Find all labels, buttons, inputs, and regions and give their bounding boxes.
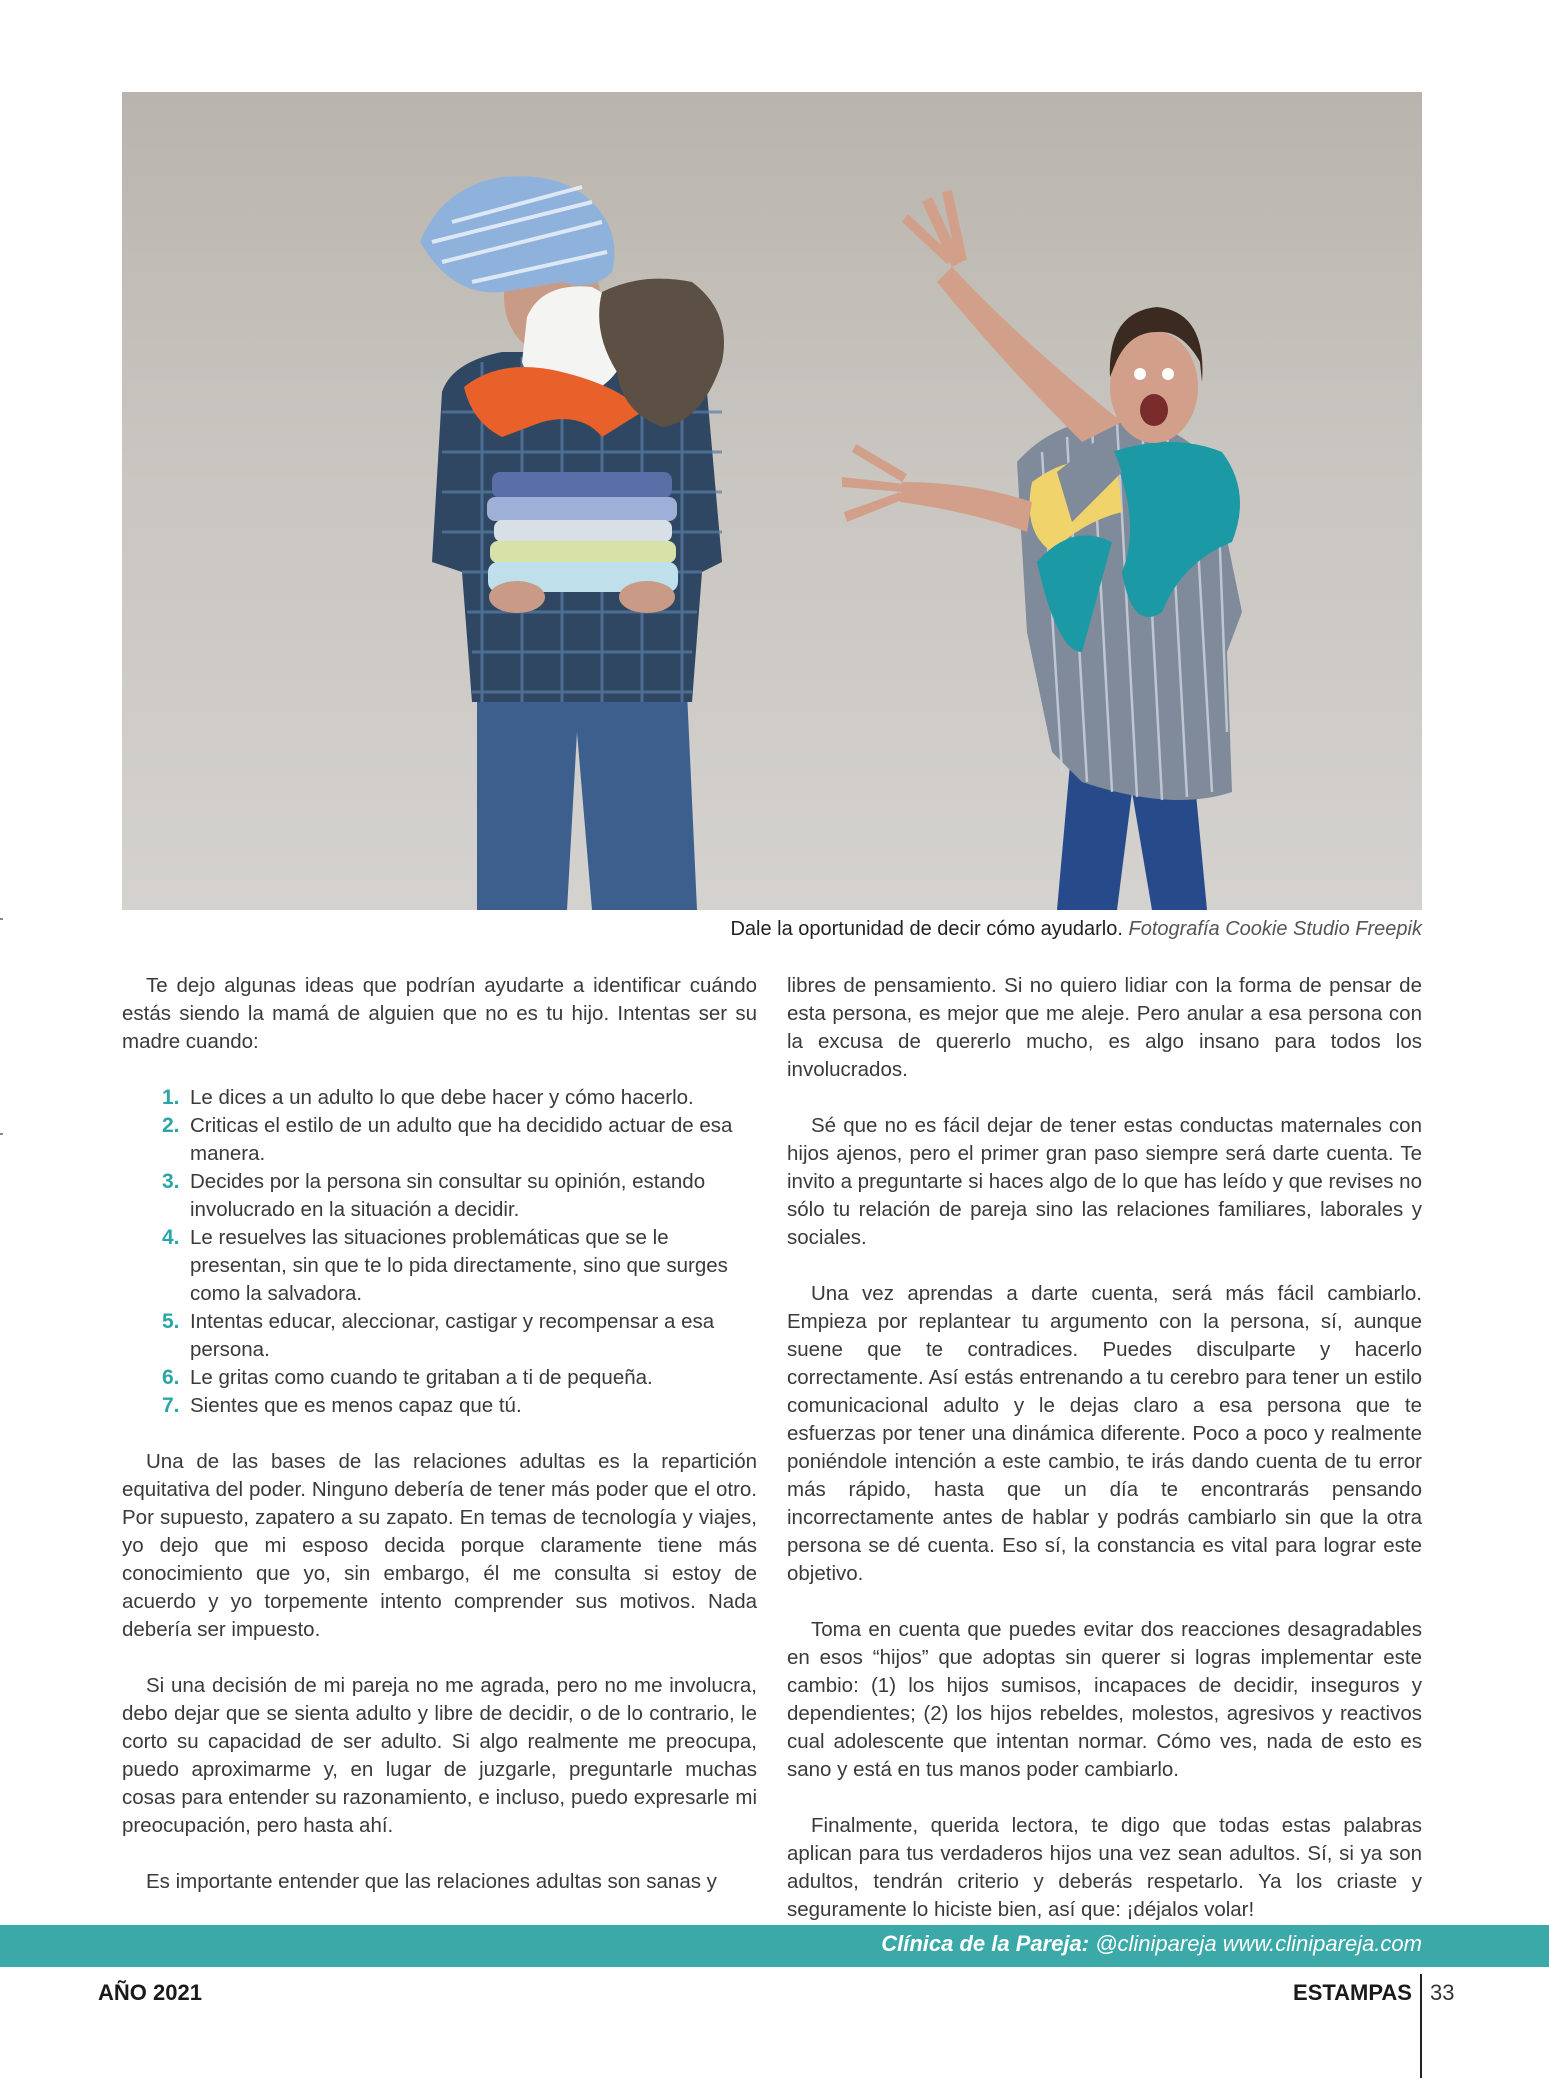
list-item <box>160 1084 757 1112</box>
list-item <box>160 1224 757 1308</box>
list-text: Sientes que es menos capaz que tú. <box>190 1394 522 1417</box>
left-column <box>122 972 757 1924</box>
list-number: 2. <box>162 1114 180 1137</box>
body-paragraph: Sé que no es fácil dejar de tener estas conductas maternales con hijos ajenos, pero el primer gran paso siempre será darte cuenta. Te invito a preguntarte si haces algo de lo que has leído y que revises no sólo tu relación de pareja sino las relaciones familiares, laborales y sociales. <box>787 1114 1422 1249</box>
footer-year: AÑO 2021 <box>98 1980 202 2005</box>
body-paragraph: Una vez aprendas a darte cuenta, será más fácil cambiarlo. Empieza por replantear tu argumento con la persona, sí, aunque suene que te contradices. Puedes disculparte y hacerlo correctamente. Así estás entrenando a tu cerebro para tener un estilo comunicacional adulto y le dejas claro a esa persona que te esfuerzas por tener una dinámica diferente. Poco a poco y realmente poniéndole intención a este cambio, te irás dando cuenta de tu error más rápido, hasta que un día te encontrarás pensando incorrectamente antes de hablar y podrás cambiarlo sin que la otra persona se dé cuenta. Eso sí, la constancia es vital para lograr este objetivo. <box>787 1282 1422 1585</box>
photo-illustration <box>122 92 1422 910</box>
body-paragraph: libres de pensamiento. Si no quiero lidiar con la forma de pensar de esta persona, es mejor que me aleje. Pero anular a esa persona con la excusa de quererlo mucho, es algo insano para todos los involucrados. <box>787 974 1422 1081</box>
list-number: 7. <box>162 1394 180 1417</box>
body-paragraph: Es importante entender que las relaciones adultas son sanas y <box>146 1870 717 1893</box>
body-paragraph: Finalmente, querida lectora, te digo que todas estas palabras aplican para tus verdaderos hijos una vez sean adultos. Sí, si ya son adultos, tendrán criterio y deberás respetarlo. Ya los criaste y seguramente lo hiciste bien, así que: ¡déjalos volar! <box>787 1814 1422 1921</box>
list-text: Decides por la persona sin consultar su opinión, estando involucrado en la situación a decidir. <box>190 1170 706 1221</box>
list-item <box>160 1168 757 1224</box>
page-number: 33 <box>1430 1980 1455 2005</box>
contact-line <box>881 1931 1422 1957</box>
list-text: Le resuelves las situaciones problemáticas que se le presentan, sin que te lo pida directamente, sino que surges como la salvadora. <box>190 1226 728 1305</box>
clinic-name: Clínica de la Pareja: <box>881 1931 1090 1956</box>
list-number: 4. <box>162 1226 180 1249</box>
ideas-list <box>122 1084 757 1420</box>
magazine-name: ESTAMPAS <box>1293 1980 1412 2005</box>
list-number: 1. <box>162 1086 180 1109</box>
footer-divider <box>1420 1974 1422 2078</box>
list-item <box>160 1308 757 1364</box>
list-text: Le dices a un adulto lo que debe hacer y cómo hacerlo. <box>190 1086 694 1109</box>
photo-caption <box>730 918 1422 941</box>
list-item <box>160 1392 757 1420</box>
list-text: Criticas el estilo de un adulto que ha decidido actuar de esa manera. <box>190 1114 733 1165</box>
list-text: Le gritas como cuando te gritaban a ti de pequeña. <box>190 1366 653 1389</box>
edge-mark <box>0 1133 3 1135</box>
body-paragraph: Toma en cuenta que puedes evitar dos reacciones desagradables en esos “hijos” que adoptas sin querer si logras implementar este cambio: (1) los hijos sumisos, incapaces de decidir, inseguros y dependientes; (2) los hijos rebeldes, molestos, agresivos y reactivos cual adolescente que intentan normar. Cómo ves, nada de esto es sano y está en tus manos poder cambiarlo. <box>787 1618 1422 1781</box>
list-number: 3. <box>162 1170 180 1193</box>
clinic-contact[interactable]: @clinipareja www.clinipareja.com <box>1095 1931 1422 1956</box>
contact-band <box>0 1925 1549 1967</box>
caption-text: Dale la oportunidad de decir cómo ayudarlo. <box>730 918 1123 940</box>
list-item <box>160 1364 757 1392</box>
edge-mark <box>0 918 3 920</box>
article-photo <box>122 92 1422 910</box>
body-paragraph: Una de las bases de las relaciones adultas es la repartición equitativa del poder. Ninguno debería de tener más poder que el otro. Por supuesto, zapatero a su zapato. En temas de tecnología y viajes, yo dejo que mi esposo decida porque claramente tiene más conocimiento que yo, sin embargo, él me consulta si estoy de acuerdo y yo torpemente intento comprender sus motivos. Nada debería ser impuesto. <box>122 1450 757 1641</box>
intro-paragraph: Te dejo algunas ideas que podrían ayudarte a identificar cuándo estás siendo la mamá de alguien que no es tu hijo. Intentas ser su madre cuando: <box>122 974 757 1053</box>
body-paragraph: Si una decisión de mi pareja no me agrada, pero no me involucra, debo dejar que se sienta adulto y libre de decidir, o de lo contrario, le corto su capacidad de ser adulto. Si algo realmente me preocupa, puedo aproximarme y, en lugar de juzgarle, preguntarle muchas cosas para entender su razonamiento, e incluso, puedo expresarle mi preocupación, pero hasta ahí. <box>122 1674 757 1837</box>
list-text: Intentas educar, aleccionar, castigar y recompensar a esa persona. <box>190 1310 715 1361</box>
photo-credit: Fotografía Cookie Studio Freepik <box>1128 918 1422 940</box>
list-item <box>160 1112 757 1168</box>
list-number: 6. <box>162 1366 180 1389</box>
list-number: 5. <box>162 1310 180 1333</box>
right-column <box>787 972 1422 1952</box>
